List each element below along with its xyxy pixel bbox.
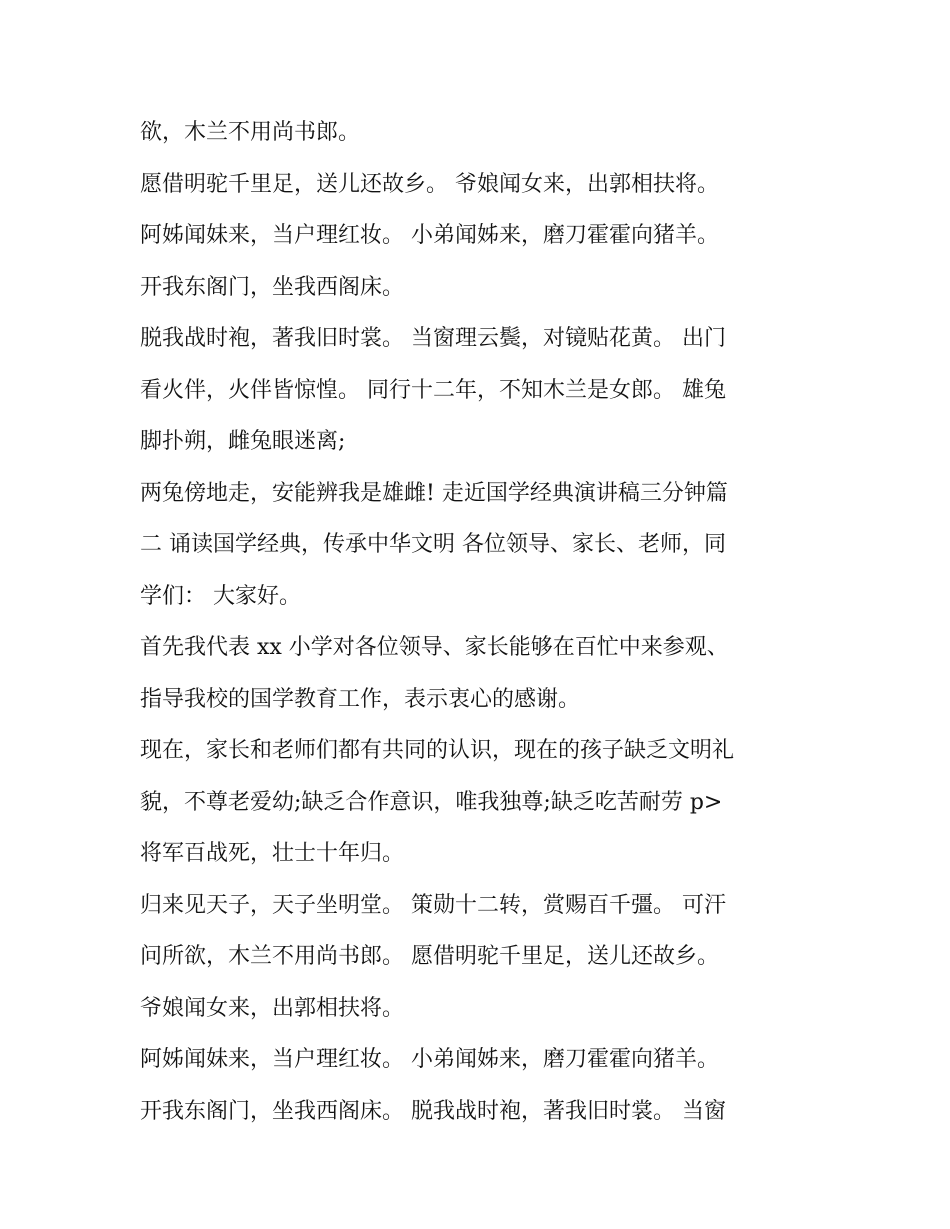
document-body bbox=[140, 107, 820, 1137]
text-line: 现在，家长和老师们都有共同的认识，现在的孩子缺乏文明礼 bbox=[140, 738, 735, 763]
text-line: 爷娘闻女来，出郭相扶将。 bbox=[140, 995, 405, 1021]
text-line: 将军百战死，壮士十年归。 bbox=[140, 841, 405, 866]
text-line: 开我东阁门，坐我西阁床。 bbox=[140, 274, 405, 300]
text-line: 脱我战时袍，著我旧时裳。 当窗理云鬓，对镜贴花黄。 出门 bbox=[140, 326, 726, 351]
text-line: 看火伴，火伴皆惊惶。 同行十二年，不知木兰是女郎。 雄兔 bbox=[140, 377, 726, 403]
text-line: 阿姊闻妹来，当户理红妆。 小弟闻姊来，磨刀霍霍向猪羊。 bbox=[140, 223, 719, 248]
text-line: 首先我代表 xx 小学对各位领导、家长能够在百忙中来参观、 bbox=[140, 635, 729, 660]
text-line: 归来见天子，天子坐明堂。 策勋十二转，赏赐百千彊。 可汗 bbox=[140, 892, 726, 918]
text-line: 学们： 大家好。 bbox=[140, 583, 301, 609]
text-line: 脚扑朔，雌兔眼迷离; bbox=[140, 429, 346, 454]
text-line: 欲，木兰不用尚书郎。 bbox=[140, 120, 361, 145]
text-line: 问所欲，木兰不用尚书郎。 愿借明驼千里足，送儿还故乡。 bbox=[140, 944, 719, 969]
text-line: 指导我校的国学教育工作，表示衷心的感谢。 bbox=[140, 686, 581, 712]
text-line: 两兔傍地走，安能辨我是雄雌! 走近国学经典演讲稿三分钟篇 bbox=[140, 480, 728, 506]
text-line: 阿姊闻妹来，当户理红妆。 小弟闻姊来，磨刀霍霍向猪羊。 bbox=[140, 1047, 719, 1072]
text-line: 愿借明驼千里足，送儿还故乡。 爷娘闻女来，出郭相扶将。 bbox=[140, 171, 719, 197]
text-line: 开我东阁门，坐我西阁床。 脱我战时袍，著我旧时裳。 当窗 bbox=[140, 1098, 726, 1124]
text-line: 貌，不尊老爱幼;缺乏合作意识，唯我独尊;缺乏吃苦耐劳 p> bbox=[140, 789, 723, 815]
text-line: 二 诵读国学经典，传承中华文明 各位领导、家长、老师，同 bbox=[140, 532, 726, 557]
